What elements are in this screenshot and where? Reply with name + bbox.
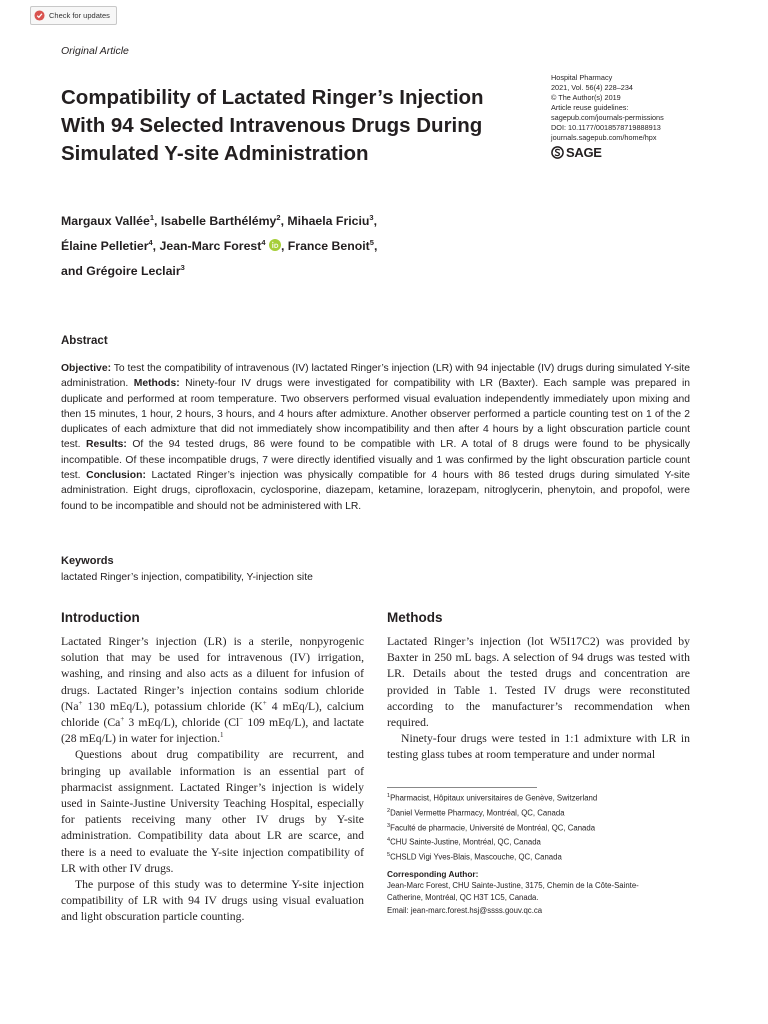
reuse-guidelines: Article reuse guidelines:	[551, 103, 629, 112]
objective-label: Objective:	[61, 363, 112, 374]
methods-label: Methods:	[133, 378, 180, 390]
journal-info	[551, 73, 751, 159]
journal-home-link[interactable]: journals.sagepub.com/home/hpx	[551, 133, 657, 142]
orcid-icon[interactable]	[269, 239, 281, 251]
introduction-paragraph: Questions about drug compatibility are recurrent, and bringing up available information is an essential part of pharmacist assignment. Lactated Ringer’s injection is widely used in Sainte-Justine University Teaching Hospital, especially for patients receiving many other IV drugs by Y-site administration. Compatibility data about LR are scarce, and there is a need to evaluate the Y-site injection compatibility of LR with other IV drugs.	[61, 748, 364, 875]
check-updates-icon	[34, 10, 45, 21]
permissions-link[interactable]: sagepub.com/journals-permissions	[551, 113, 664, 122]
methods-paragraph: Lactated Ringer’s injection (lot W5I17C2) was provided by Baxter in 250 mL bags. A selection of 94 drugs was tested with LR. Details about the tested drugs and concentration are provided in Table 1. Tested IV drugs were reconstituted according to the manufacturer’s recommendation when required.	[387, 635, 690, 730]
author-list: Margaux Vallée$^1$, Isabelle Barthélémy$^2$, Mihaela Friciu$^3$, Élaine Pelletier$^4$, Jean-Marc Forest$^4$ , France Benoit$^5$, and Grégoire Leclair$^3$	[61, 213, 378, 279]
author-affiliation: 1	[149, 213, 155, 222]
affiliation-item: $^3$Faculté de pharmacie, Université de Montréal, QC, Canada	[387, 822, 596, 833]
conclusion-label: Conclusion:	[86, 470, 146, 482]
footnote-divider	[387, 787, 537, 788]
author-name: Isabelle Barthélémy	[160, 214, 277, 229]
reference-link[interactable]: 1	[220, 731, 224, 740]
methods-text: Ninety-four IV drugs were investigated for compatibility with LR (Baxter). Each sample was prepared in duplicate and performed at room temperature. Two observers performed visual evaluation independently immediately upon mixing and then 15 minutes, 1 hour, 2 hours, 3 hours, and 4 hours after admixture. Another observer performed a particle counting test on 1 of the 2 duplicates of each admixture that did not immediately show incompatibility and then after 4 hours by a light obscuration particle count test.	[61, 378, 691, 451]
methods-paragraph: Ninety-four drugs were tested in 1:1 admixture with LR in testing glass tubes at room temperature and under normal	[387, 732, 690, 762]
introduction-paragraph: The purpose of this study was to determine Y-site injection compatibility of LR with 94 IV drugs using visual evaluation and light obscuration particle counting.	[61, 878, 364, 924]
affiliation-item: $^5$CHSLD Vigi Yves-Blais, Mascouche, QC, Canada	[387, 852, 562, 862]
author-affiliation: 3	[369, 213, 374, 222]
introduction-heading: Introduction	[61, 610, 140, 625]
keywords-heading: Keywords	[61, 555, 114, 567]
corresponding-author-heading: Corresponding Author:	[387, 868, 479, 879]
abstract-heading: Abstract	[61, 335, 108, 347]
objective-text: To test the compatibility of intravenous (IV) lactated Ringer’s injection (LR) with 94 injectable (IV) drugs during simulated Y-site administration.	[61, 363, 691, 390]
affiliation-item: $^1$Pharmacist, Hôpitaux universitaires de Genève, Switzerland	[387, 793, 598, 803]
corresponding-address: Jean-Marc Forest, CHU Sainte-Justine, 3175, Chemin de la Côte-Sainte-	[387, 881, 639, 891]
sage-logo-icon	[551, 146, 564, 159]
doi[interactable]: DOI: 10.1177/0018578719888913	[551, 123, 661, 132]
introduction-paragraph: Lactated Ringer’s injection (LR) is a sterile, nonpyrogenic solution that may be used for intravenous (IV) irrigation, washing, and rinsing and also acts as a diluent for infusion of drugs. Lactated Ringer’s injection contains sodium chloride (Na+ 130 mEq/L), potassium chloride (K+ 4 mEq/L), calcium chloride (Ca+ 3 mEq/L), chloride (Cl− 109 mEq/L), and lactate (28 mEq/L) in water for injection.$^1$	[61, 635, 364, 746]
footnotes	[387, 787, 707, 917]
affiliation-item: $^4$CHU Sainte-Justine, Montréal, QC, Canada	[387, 837, 541, 847]
author-name: Mihaela Friciu	[287, 214, 370, 229]
corresponding-address: Catherine, Montréal, QC H3T 1C5, Canada.	[387, 893, 539, 903]
article-type: Original Article	[61, 45, 129, 57]
author-name: Margaux Vallée	[61, 214, 150, 229]
author-affiliation: 4	[261, 238, 266, 248]
methods-heading: Methods	[387, 610, 443, 625]
author-affiliation: 4	[148, 238, 153, 248]
journal-volume: 2021, Vol. 56(4) 228–234	[551, 83, 633, 92]
author-affiliation: 5	[369, 238, 374, 248]
sage-logo-text: SAGE	[566, 144, 602, 160]
author-name: Jean-Marc Forest	[159, 239, 262, 254]
author-connector: and	[61, 264, 83, 279]
article-title: Compatibility of Lactated Ringer’s Injection With 94 Selected Intravenous Drugs During Simulated Y-site Administration	[61, 86, 484, 165]
affiliation-item: $^2$Daniel Vermette Pharmacy, Montréal, QC, Canada	[387, 807, 565, 818]
author-name: Grégoire Leclair	[86, 264, 181, 279]
journal-name: Hospital Pharmacy	[551, 73, 613, 82]
abstract-body	[61, 361, 690, 514]
methods-body	[387, 634, 690, 764]
check-for-updates-button[interactable]	[30, 6, 117, 25]
copyright: © The Author(s) 2019	[551, 93, 621, 102]
introduction-body	[61, 634, 364, 926]
author-affiliation: 2	[276, 213, 281, 222]
author-affiliation: 3	[180, 263, 185, 273]
conclusion-text: Lactated Ringer’s injection was physically compatible for 4 hours with 86 tested drugs during simulated Y-site administration. Eight drugs, ciprofloxacin, cyclosporine, diazepam, ketamine, lorazepam, nitroglycerin, phenytoin, and propofol, were found to be incompatible and should not be administered with LR.	[61, 470, 691, 512]
results-label: Results:	[86, 439, 127, 451]
corresponding-email[interactable]: Email: jean-marc.forest.hsj@ssss.gouv.qc.ca	[387, 905, 543, 915]
keywords-text: lactated Ringer’s injection, compatibility, Y-injection site	[61, 572, 313, 583]
author-name: France Benoit	[287, 239, 370, 254]
check-for-updates-label: Check for updates	[49, 11, 110, 20]
results-text: Of the 94 tested drugs, 86 were found to be compatible with LR. A total of 8 drugs were found to be physically incompatible. Of these incompatible drugs, 7 were directly identified visually and 1 was confirmed by the light obscuration particle count test.	[61, 439, 690, 482]
sage-logo	[551, 146, 751, 159]
author-name: Élaine Pelletier	[61, 239, 149, 254]
